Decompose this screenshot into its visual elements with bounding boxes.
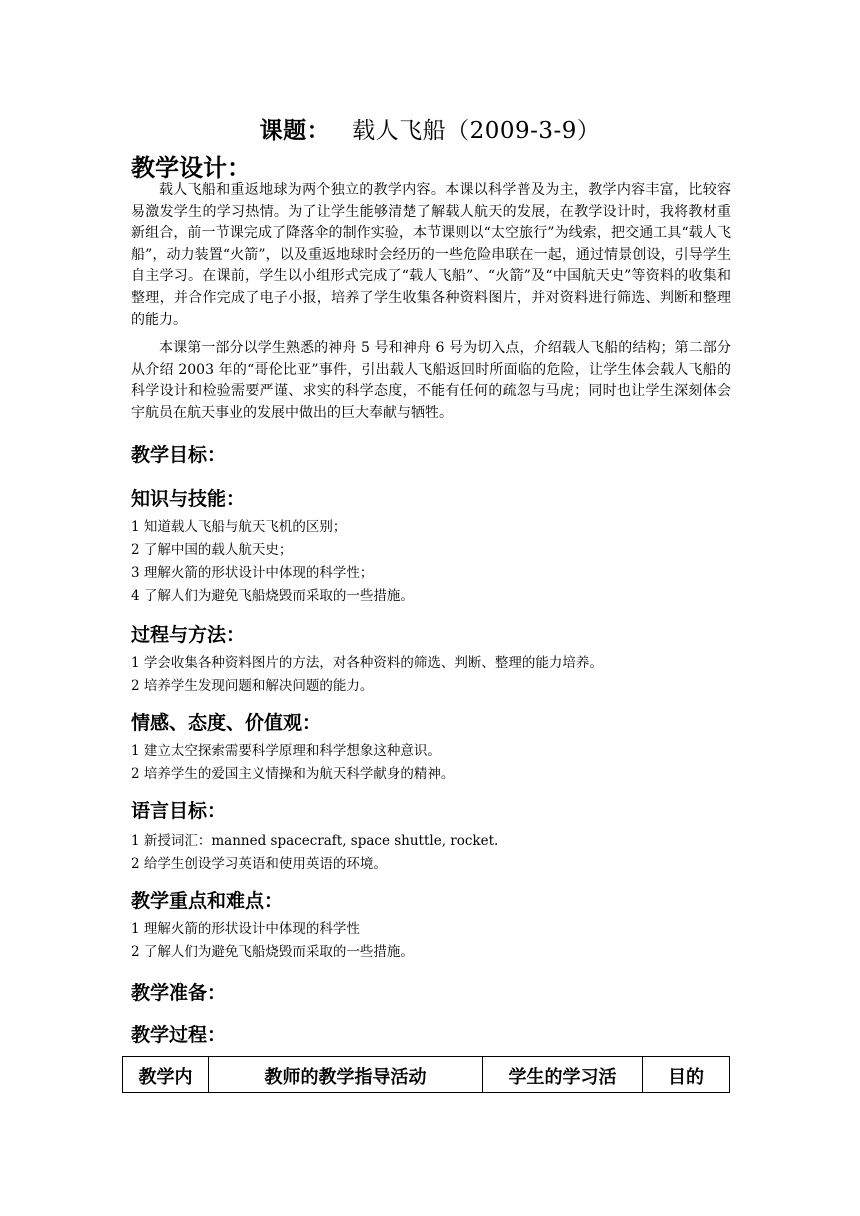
list-item: 2 培养学生的爱国主义情操和为航天科学献身的精神。 <box>131 766 455 782</box>
column-header: 教学内 <box>123 1057 209 1093</box>
heading-process-method: 过程与方法： <box>131 624 246 646</box>
list-item: 2 了解中国的载人航天史； <box>131 542 293 558</box>
list-item: 2 培养学生发现问题和解决问题的能力。 <box>131 678 374 694</box>
page-title <box>0 112 860 145</box>
column-header: 目的 <box>643 1057 730 1093</box>
design-paragraph-2: 本课第一部分以学生熟悉的神舟 5 号和神舟 6 号为切入点，介绍载人飞船的结构；第二部分从介绍 2003 年的“哥伦比亚”事件，引出载人飞船返回时所面临的危险，让学生体会载人飞船的科学设计和检验需要严谨、求实的科学态度，不能有任何的疏忽与马虎；同时也让学生深刻体会宇航员在航天事业的发展中做出的巨大奉献与牺牲。 <box>131 340 731 421</box>
list-item: 2 了解人们为避免飞船烧毁而采取的一些措施。 <box>131 944 414 960</box>
title-text: 载人飞船（2009-3-9） <box>352 118 601 144</box>
process-method-list <box>131 652 731 698</box>
heading-key-points: 教学重点和难点： <box>131 890 284 912</box>
list-item: 4 了解人们为避免飞船烧毁而采取的一些措施。 <box>131 588 414 604</box>
list-item: 3 理解火箭的形状设计中体现的科学性； <box>131 565 374 581</box>
table-header-row <box>123 1057 730 1093</box>
title-label: 课题： <box>259 117 331 144</box>
list-item: 1 新授词汇：manned spacecraft, space shuttle, rocket. <box>131 833 499 849</box>
heading-knowledge-skills: 知识与技能： <box>131 488 246 510</box>
heading-attitude-values: 情感、态度、价值观： <box>131 712 322 734</box>
heading-teaching-objectives: 教学目标： <box>131 444 227 466</box>
column-header: 教师的教学指导活动 <box>209 1057 483 1093</box>
list-item: 1 知道载人飞船与航天飞机的区别； <box>131 519 347 535</box>
list-item: 1 理解火箭的形状设计中体现的科学性 <box>131 921 360 937</box>
attitude-list <box>131 740 731 786</box>
heading-teaching-process: 教学过程： <box>131 1024 227 1046</box>
language-list <box>131 830 731 876</box>
list-item: 1 建立太空探索需要科学原理和科学想象这种意识。 <box>131 743 441 759</box>
column-header: 学生的学习活 <box>483 1057 643 1093</box>
knowledge-list <box>131 516 731 608</box>
teaching-process-table <box>122 1056 730 1093</box>
list-item: 2 给学生创设学习英语和使用英语的环境。 <box>131 856 387 872</box>
list-item: 1 学会收集各种资料图片的方法，对各种资料的筛选、判断、整理的能力培养。 <box>131 655 603 671</box>
key-points-list <box>131 918 731 964</box>
heading-teaching-design: 教学设计： <box>131 154 251 182</box>
heading-language-goals: 语言目标： <box>131 800 227 822</box>
heading-teaching-preparation: 教学准备： <box>131 982 227 1004</box>
design-paragraph-1: 载人飞船和重返地球为两个独立的教学内容。本课以科学普及为主，教学内容丰富，比较容易激发学生的学习热情。为了让学生能够清楚了解载人航天的发展，在教学设计时，我将教材重新组合，前一节课完成了降落伞的制作实验，本节课则以“太空旅行”为线索，把交通工具“载人飞船”，动力装置“火箭”，以及重返地球时会经历的一些危险串联在一起，通过情景创设，引导学生自主学习。在课前，学生以小组形式完成了“载人飞船”、“火箭”及“中国航天史”等资料的收集和整理，并合作完成了电子小报，培养了学生收集各种资料图片，并对资料进行筛选、判断和整理的能力。 <box>131 182 731 328</box>
